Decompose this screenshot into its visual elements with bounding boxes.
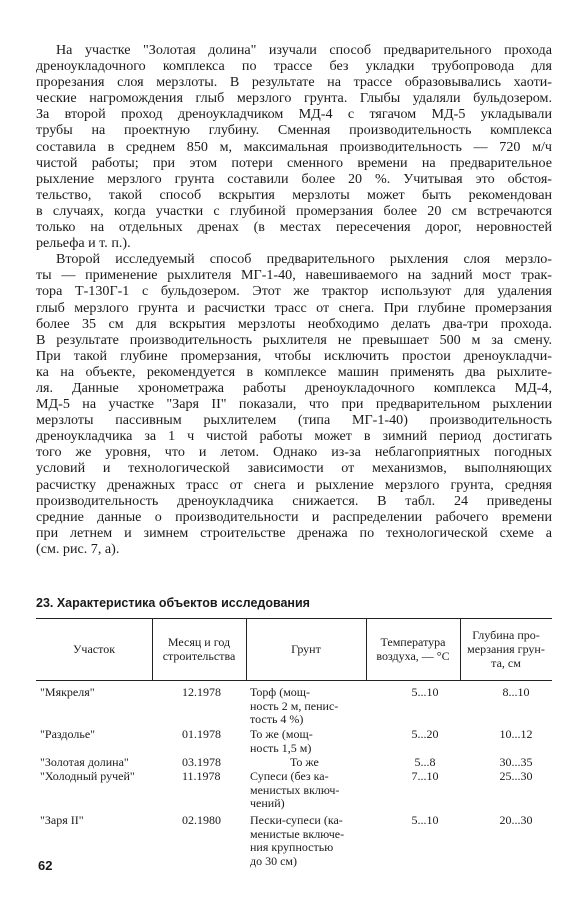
text-line: трубы на проектную глубину. Сменная производительность комплекса bbox=[36, 122, 552, 139]
cell-site: "Холодный ручей" bbox=[40, 769, 135, 783]
header-line: воздуха, — °С bbox=[376, 649, 450, 663]
soil-line: чений) bbox=[250, 796, 285, 811]
cell-date: 12.1978 bbox=[182, 685, 221, 699]
soil-line: до 30 см) bbox=[250, 853, 298, 868]
header-line: мерзания грун- bbox=[467, 642, 545, 656]
data-table bbox=[36, 618, 552, 874]
text-line: рыхление мерзлого грунта составили более 20 %. Учитывая это обстоя- bbox=[36, 170, 552, 187]
cell-site: "Мякреля" bbox=[40, 685, 95, 699]
cell-site: "Золотая долина" bbox=[40, 755, 129, 769]
cell-soil bbox=[250, 728, 313, 755]
cell-site: "Заря II" bbox=[40, 813, 84, 827]
cell-depth: 10...12 bbox=[499, 727, 533, 741]
text-line: При такой глубине промерзания, чтобы исключить простои дреноукладчи- bbox=[36, 347, 552, 364]
text-line: За второй проход дреноукладчиком МД-4 с тягачом МД-5 укладывали bbox=[36, 106, 552, 123]
cell-depth: 30...35 bbox=[499, 755, 533, 769]
body-text bbox=[36, 42, 552, 557]
text-line: ты — применение рыхлителя МГ-1-40, навешиваемого на задний мост трак- bbox=[36, 267, 552, 284]
text-line: расчистку дренажных трасс от снега и рыхление мерзлого грунта, средняя bbox=[36, 476, 552, 493]
soil-line: То же (мощ- bbox=[250, 727, 313, 741]
header-line: Температура bbox=[380, 635, 446, 649]
soil-line: тость 4 %) bbox=[250, 712, 304, 727]
cell-temperature: 5...10 bbox=[411, 813, 439, 827]
soil-line: ность 1,5 м) bbox=[250, 740, 312, 755]
soil-line: менистые включе- bbox=[250, 826, 345, 841]
text-line: глыб мерзлого грунта и расчистки трасс от снега. При глубине промерзания bbox=[36, 299, 552, 316]
text-line: того же уровня, что и летом. Однако из-за неблагоприятных погодных bbox=[36, 444, 552, 461]
text-line: при летнем и зимнем строительстве дренажа по технологической схеме а bbox=[36, 524, 552, 541]
header-soil bbox=[246, 618, 366, 680]
text-line: Второй исследуемый способ предварительного рыхления слоя мерзло- bbox=[56, 251, 552, 268]
header-line: Глубина про- bbox=[472, 628, 540, 642]
header-line: Месяц и год bbox=[167, 635, 231, 649]
cell-date: 02.1980 bbox=[182, 813, 221, 827]
soil-line: менистых включ- bbox=[250, 782, 340, 797]
text-line: более 35 см для вскрытия мерзлоты необходимо делать два-три прохода. bbox=[36, 315, 552, 332]
text-line: в случаях, когда участки с глубиной промерзания более 20 см встречаются bbox=[36, 202, 552, 219]
text-line: чистой работы; при этом потери сменного времени на предварительное bbox=[36, 154, 552, 171]
cell-date: 01.1978 bbox=[182, 727, 221, 741]
header-site bbox=[36, 618, 152, 680]
header-depth bbox=[460, 618, 552, 680]
text-line: составила в среднем 850 м, максимальная производительность — 720 м/ч bbox=[36, 138, 552, 155]
soil-line: Супеси (без ка- bbox=[250, 769, 329, 783]
cell-temperature: 5...10 bbox=[411, 685, 439, 699]
header-date bbox=[152, 618, 246, 680]
cell-temperature: 5...8 bbox=[414, 755, 436, 769]
text-line: МД-5 на участке "Заря II" показали, что при предварительном рыхлении bbox=[36, 396, 552, 413]
text-line: рельефа и т. п.). bbox=[36, 235, 131, 252]
cell-date: 11.1978 bbox=[182, 769, 221, 783]
text-line: дреноукладчика за 1 ч чистой работы может в зимний период достигать bbox=[36, 428, 552, 445]
cell-site: "Раздолье" bbox=[40, 727, 96, 741]
text-line: мерзлоты пассивным рыхлителем (типа МГ-1-40) производительность bbox=[36, 412, 552, 429]
header-line: Участок bbox=[72, 642, 116, 656]
soil-line: Торф (мощ- bbox=[250, 685, 311, 699]
header-line: та, см bbox=[491, 656, 521, 670]
text-line: (см. рис. 7, а). bbox=[36, 540, 120, 557]
text-line: условий и технологической зависимости от механизмов, выполняющих bbox=[36, 460, 552, 477]
text-line: тельство, такой способ вскрытия мерзлоты может быть рекомендован bbox=[36, 186, 552, 203]
text-line: ка на объекте, рекомендуется в комплексе машин применять два рыхлите- bbox=[36, 363, 552, 380]
text-line: средние данные о производительности и распределении рабочего времени bbox=[36, 508, 552, 525]
page-number: 62 bbox=[38, 858, 53, 873]
text-line: только на отдельных дренах (в местах пересечения дорог, неровностей bbox=[36, 219, 552, 236]
header-temperature bbox=[366, 618, 460, 680]
table-caption: 23. Характеристика объектов исследования bbox=[36, 596, 310, 610]
cell-soil bbox=[250, 770, 339, 811]
cell-soil bbox=[250, 686, 338, 727]
cell-temperature: 5...20 bbox=[411, 727, 439, 741]
text-line: В результате производительность рыхлителя не превышает 500 м за смену. bbox=[36, 331, 552, 348]
cell-depth: 25...30 bbox=[499, 769, 533, 783]
cell-temperature: 7...10 bbox=[411, 769, 439, 783]
cell-depth: 20...30 bbox=[499, 813, 533, 827]
text-line: ческие нагромождения глыб мерзлого грунта. Глыбы удаляли бульдозером. bbox=[36, 90, 552, 107]
text-line: прорезания слоя мерзлоты. В результате на трассе образовывались хаоти- bbox=[36, 74, 552, 91]
header-line: строительства bbox=[162, 649, 236, 663]
text-line: производительность дреноукладчика снижается. В табл. 24 приведены bbox=[36, 492, 552, 509]
cell-soil bbox=[250, 756, 319, 770]
cell-date: 03.1978 bbox=[182, 755, 221, 769]
text-line: тора Т-130Г-1 с бульдозером. Этот же трактор используют для удаления bbox=[36, 283, 552, 300]
table-header-rule bbox=[36, 680, 552, 681]
soil-line: ность 2 м, пенис- bbox=[250, 698, 339, 713]
soil-line: ния крупностью bbox=[250, 840, 334, 855]
text-line: дреноукладочного комплекса по трассе без укладки трубопровода для bbox=[36, 58, 552, 75]
header-line: Грунт bbox=[291, 642, 321, 656]
cell-soil bbox=[250, 814, 344, 868]
soil-line: Пески-супеси (ка- bbox=[250, 813, 343, 827]
cell-depth: 8...10 bbox=[502, 685, 530, 699]
text-line: На участке "Золотая долина" изучали способ предварительного прохода bbox=[56, 42, 552, 58]
soil-line: То же bbox=[290, 755, 319, 769]
text-line: ля. Данные хронометража работы дреноукладочного комплекса МД-4, bbox=[36, 379, 552, 396]
